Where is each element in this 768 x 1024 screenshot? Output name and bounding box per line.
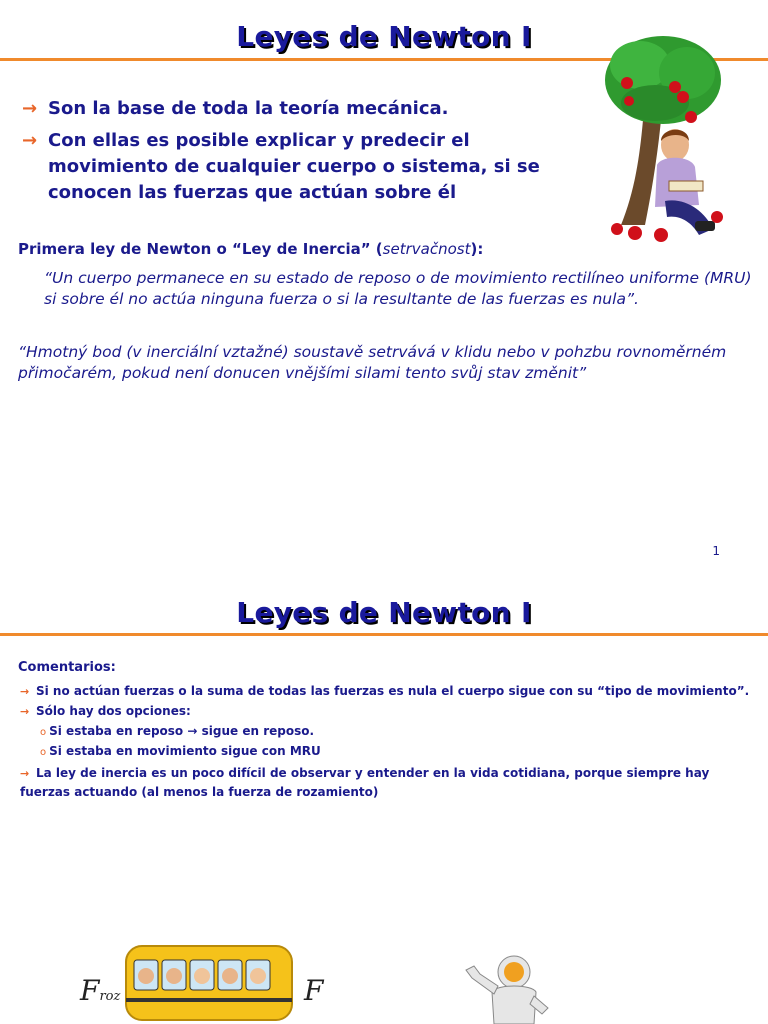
comment-item-2 — [20, 702, 191, 721]
title-divider — [0, 633, 768, 636]
sub-bullet-icon: o — [40, 747, 47, 758]
bullet-text: Son la base de toda la teoría mecánica. — [48, 98, 449, 119]
bullet-1 — [22, 96, 548, 122]
option-prefix: Si estaba en movimiento sigue con MRU — [49, 744, 321, 758]
sub-bullet-icon: o — [40, 727, 47, 738]
option-2 — [40, 742, 321, 762]
slide-title: Leyes de Newton I — [236, 596, 532, 629]
page-number: 1 — [712, 544, 720, 558]
arrow-icon: → — [20, 767, 30, 780]
option-1 — [40, 722, 314, 742]
quote-czech: “Hmotný bod (v inerciální vztažné) soustavě setrvává v klidu nebo v pohzbu rovnoměrném přimočarém, pokud není donucen vnějšími silami tento svůj stav změnit” — [18, 343, 727, 382]
school-bus-illustration — [120, 942, 300, 1024]
comments-heading: Comentarios: — [18, 660, 116, 675]
comment-item-1 — [20, 682, 760, 701]
force-right-label: F — [304, 974, 324, 1007]
quote-spanish: “Un cuerpo permanece en su estado de reposo o de movimiento rectilíneo uniforme (MRU) si sobre él no actúa ninguna fuerza o si la resultante de las fuerzas es nula”. — [44, 269, 752, 308]
arrow-icon: → — [187, 724, 198, 738]
option-suffix: sigue en reposo. — [201, 724, 315, 738]
bullet-2 — [22, 128, 548, 206]
law-heading — [18, 240, 483, 258]
force-friction-label — [80, 974, 120, 1007]
option-prefix: Si estaba en reposo — [49, 724, 184, 738]
slide-title: Leyes de Newton I — [236, 20, 532, 53]
law-heading-czech: setrvačnost — [382, 240, 471, 258]
arrow-icon: → — [22, 130, 38, 151]
force-left-subscript: roz — [99, 989, 121, 1004]
comment-text: Si no actúan fuerzas o la suma de todas las fuerzas es nula el cuerpo sigue con su “tipo de movimiento”. — [36, 684, 750, 698]
law-heading-prefix: Primera ley de Newton o “Ley de Inercia” ( — [18, 240, 383, 258]
arrow-icon: → — [20, 705, 30, 718]
comment-text: La ley de inercia es un poco difícil de observar y entender en la vida cotidiana, porque siempre hay fuerzas actuando (al menos la fuerza de rozamiento) — [20, 766, 710, 799]
newton-tree-illustration — [595, 25, 730, 250]
comment-text: Sólo hay dos opciones: — [36, 704, 191, 718]
arrow-icon: → — [20, 685, 30, 698]
law-heading-suffix: ): — [470, 240, 484, 258]
arrow-icon: → — [22, 98, 38, 119]
slide-2 — [0, 580, 768, 1024]
force-left-symbol: F — [80, 974, 100, 1007]
bullet-text: Con ellas es posible explicar y predecir el movimiento de cualquier cuerpo o sistema, si se conocen las fuerzas que actúan sobre él — [48, 130, 540, 203]
comment-item-3 — [20, 764, 740, 801]
astronaut-illustration — [462, 948, 552, 1024]
